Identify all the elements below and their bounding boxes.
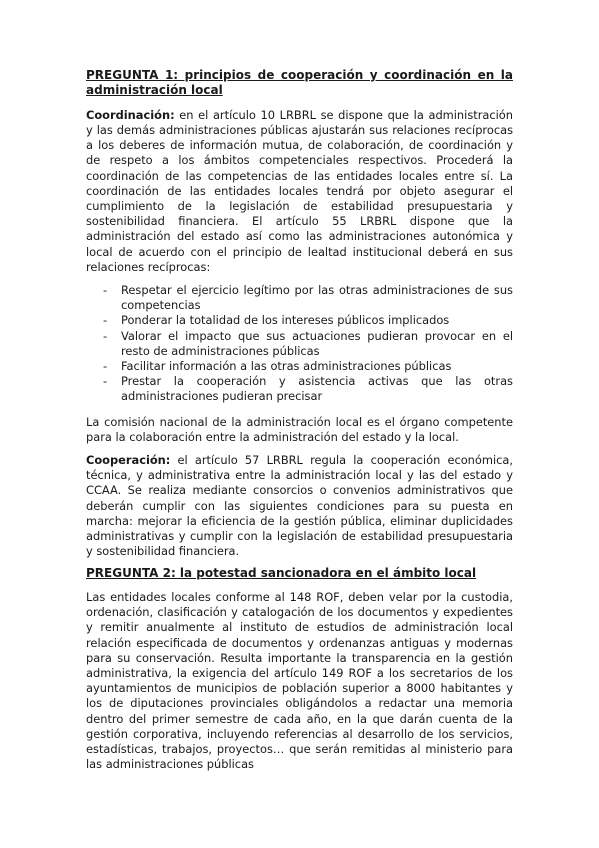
coordination-text: en el artículo 10 LRBRL se dispone que la administración y las demás administraciones públicas ajustarán sus relaciones recíprocas a los deberes de información mutua, de colaboración, de coordinación y de respeto a los ámbitos competenciales respectivos. Procederá la coordinación de las competencias de las entidades locales entre sí. La coordinación de las entidades locales tendrá por objeto asegurar el cumplimiento de la legislación de estabilidad presupuestaria y sostenibilidad financiera. El artículo 55 LRBRL dispone que la administración del estado así como las administraciones autonómica y local de acuerdo con el principio de lealtad institucional deberá en sus relaciones recíprocas: <box>86 107 513 274</box>
question-2-paragraph: Las entidades locales conforme al 148 ROF, deben velar por la custodia, ordenación, clasificación y catalogación de los documentos y expedientes y remitir anualmente al instituto de estudios de administración local relación especificada de documentos y ordenanzas antiguas y modernas para su conservación. Resulta importante la transparencia en la gestión administrativa, la exigencia del artículo 149 ROF a los secretarios de los ayuntamientos de municipios de población superior a 8000 habitantes y los de diputaciones provinciales obligándolos a redactar una memoria dentro del primer semestre de cada año, en la que darán cuenta de la gestión corporativa, incluyendo referencias al desarrollo de los servicios, estadísticas, trabajos, proyectos… que serán remitidas al ministerio para las administraciones públicas <box>86 589 513 772</box>
cooperation-term: Cooperación: <box>86 453 171 468</box>
question-1-heading: PREGUNTA 1: principios de cooperación y coordinación en la administración local <box>86 68 513 98</box>
list-item: - Respetar el ejercicio legítimo por las otras administraciones de sus competencias <box>121 283 513 313</box>
coordination-term: Coordinación: <box>86 107 175 122</box>
coordination-paragraph <box>86 108 513 275</box>
cooperation-text: el artículo 57 LRBRL regula la cooperación económica, técnica, y administrativa entre la administración local y las del estado y CCAA. Se realiza mediante consorcios o convenios administrativos que deberán cumplir con las siguientes condiciones para su puesta en marcha: mejorar la eficiencia de la gestión pública, eliminar duplicidades administrativas y cumplir con la legislación de estabilidad presupuestaria y sostenibilidad financiera. <box>86 453 513 559</box>
list-item: - Ponderar la totalidad de los intereses públicos implicados <box>121 313 513 328</box>
list-item: - Facilitar información a las otras administraciones públicas <box>121 359 513 374</box>
question-2-heading: PREGUNTA 2: la potestad sancionadora en el ámbito local <box>86 565 477 580</box>
comision-paragraph: La comisión nacional de la administración local es el órgano competente para la colaboración entre la administración del estado y la local. <box>86 414 513 444</box>
list-item: - Prestar la cooperación y asistencia activas que las otras administraciones pudieran precisar <box>121 374 513 404</box>
cooperation-paragraph <box>86 453 513 559</box>
principles-list <box>86 283 513 405</box>
list-item: - Valorar el impacto que sus actuaciones pudieran provocar en el resto de administraciones públicas <box>121 329 513 359</box>
